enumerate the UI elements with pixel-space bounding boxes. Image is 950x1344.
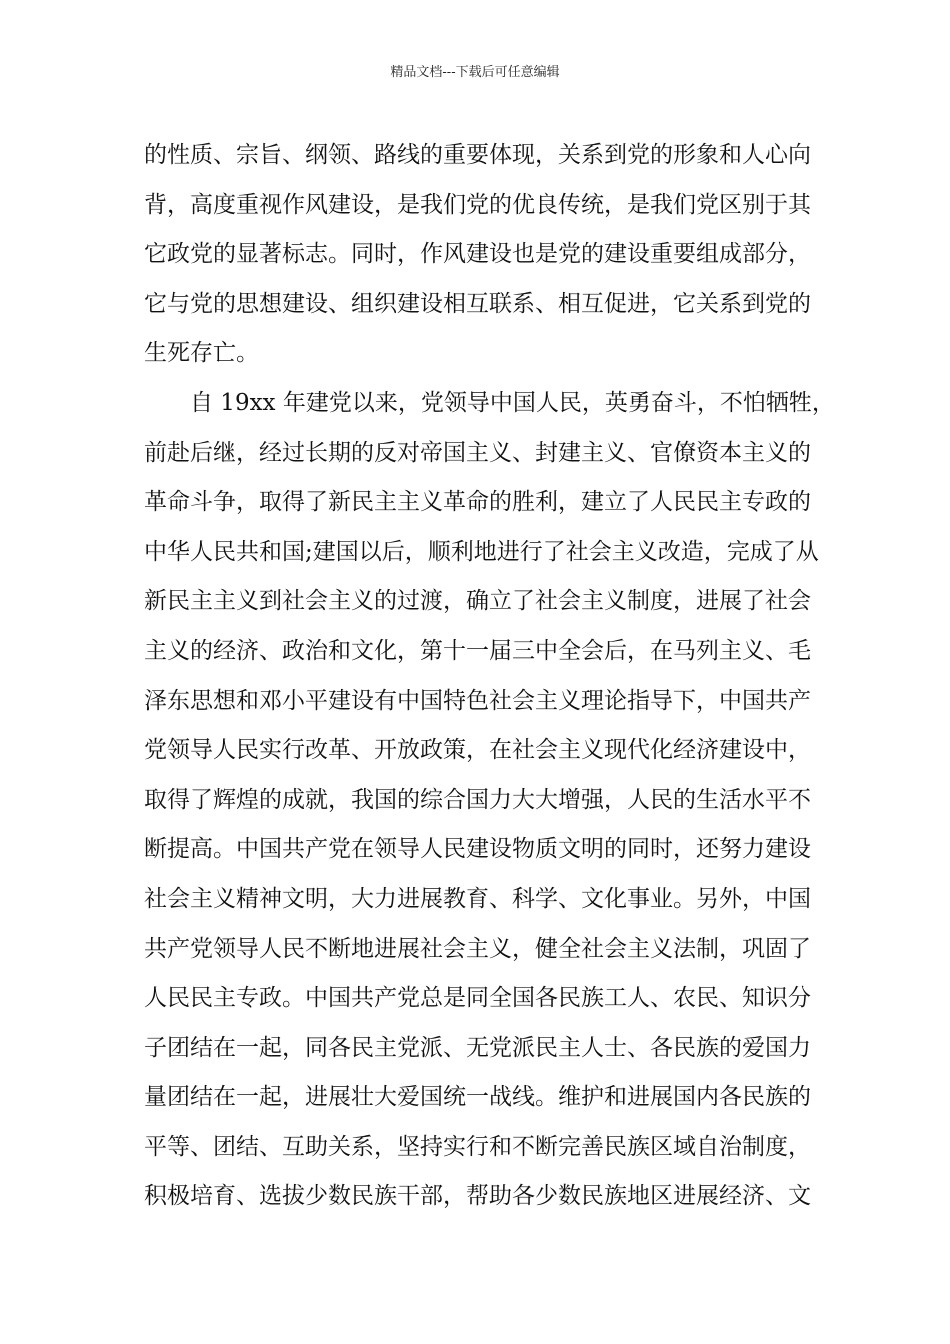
paragraph-first-line: 自 19xx 年建党以来，党领导中国人民，英勇奋斗，不怕牺牲，: [190, 389, 835, 416]
text-line: 党领导人民实行改革、开放政策，在社会主义现代化经济建设中，: [144, 737, 811, 764]
text-line: 取得了辉煌的成就，我国的综合国力大大增强，人民的生活水平不: [144, 786, 811, 813]
text-line: 革命斗争，取得了新民主主义革命的胜利，建立了人民民主专政的: [144, 489, 811, 516]
text-line: 断提高。中国共产党在领导人民建设物质文明的同时，还努力建设: [144, 836, 811, 863]
text-line: 泽东思想和邓小平建设有中国特色社会主义理论指导下，中国共产: [144, 687, 811, 714]
text-line: 共产党领导人民不断地进展社会主义，健全社会主义法制，巩固了: [144, 935, 811, 962]
text-line: 中华人民共和国;建国以后，顺利地进行了社会主义改造，完成了从: [144, 538, 819, 565]
page-header: 精品文档---下载后可任意编辑: [390, 65, 560, 80]
text-line: 背，高度重视作风建设，是我们党的优良传统，是我们党区别于其: [144, 191, 811, 218]
text-line: 人民民主专政。中国共产党总是同全国各民族工人、农民、知识分: [144, 985, 811, 1012]
text-line: 社会主义精神文明，大力进展教育、科学、文化事业。另外，中国: [144, 885, 811, 912]
text-line: 它政党的显著标志。同时，作风建设也是党的建设重要组成部分，: [144, 241, 811, 268]
text-line: 量团结在一起，进展壮大爱国统一战线。维护和进展国内各民族的: [144, 1084, 811, 1111]
text-line: 积极培育、选拔少数民族干部，帮助各少数民族地区进展经济、文: [144, 1183, 811, 1210]
text-line: 生死存亡。: [144, 340, 259, 367]
text-line: 子团结在一起，同各民主党派、无党派民主人士、各民族的爱国力: [144, 1034, 811, 1061]
text-line: 主义的经济、政治和文化，第十一届三中全会后，在马列主义、毛: [144, 637, 811, 664]
text-line: 它与党的思想建设、组织建设相互联系、相互促进，它关系到党的: [144, 290, 811, 317]
text-line: 平等、团结、互助关系，坚持实行和不断完善民族区域自治制度，: [144, 1133, 811, 1160]
text-line: 新民主主义到社会主义的过渡，确立了社会主义制度，进展了社会: [144, 588, 811, 615]
document-body: [144, 131, 835, 1222]
text-line: 的性质、宗旨、纲领、路线的重要体现，关系到党的形象和人心向: [144, 142, 811, 168]
text-line: 前赴后继，经过长期的反对帝国主义、封建主义、官僚资本主义的: [144, 439, 811, 466]
